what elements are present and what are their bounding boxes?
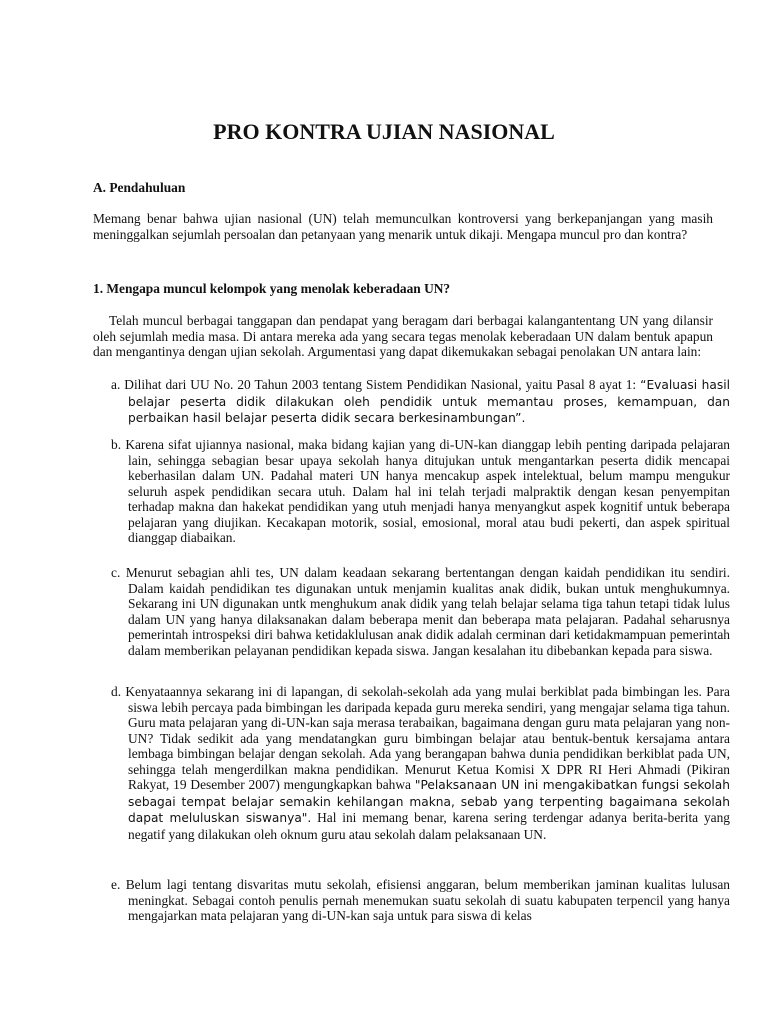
list-item-e: e. Belum lagi tentang disvaritas mutu sekolah, efisiensi anggaran, belum memberikan jaminan kualitas lulusan meningkat. Sebagai contoh penulis pernah menemukan suatu sekolah di suatu kabupaten terpencil yang hanya mengajarkan mata pelajaran yang di-UN-kan saja untuk para siswa di kelas <box>111 877 730 923</box>
list-item-d-tail: Hal ini memang benar, karena sering terdengar adanya berita-berita yang negatif yang dilakukan oleh oknum guru atau sekolah dalam pelaksanaan UN. <box>128 810 730 842</box>
question-1-intro: Telah muncul berbagai tanggapan dan pendapat yang beragam dari berbagai kalangantentang UN yang dilansir oleh sejumlah media masa. Di antara mereka ada yang secara tegas menolak keberadaan UN dalam bentuk apapun dan mengantinya dengan ujian sekolah. Argumentasi yang dapat dikemukakan sebagai penolakan UN antara lain: <box>93 313 713 359</box>
list-item-d <box>111 684 730 842</box>
list-item-a <box>111 377 730 427</box>
list-item-d-quote: "Pelaksanaan UN ini mengakibatkan fungsi sekolah sebagai tempat belajar semakin kehilangan makna, sebab yang terpenting bagaimana sekolah dapat meluluskan siswanya". <box>128 778 730 825</box>
list-item-a-text: a. Dilihat dari UU No. 20 Tahun 2003 tentang Sistem Pendidikan Nasional, yaitu Pasal 8 ayat 1: <box>111 377 637 392</box>
list-item-b: b. Karena sifat ujiannya nasional, maka bidang kajian yang di-UN-kan dianggap lebih penting daripada pelajaran lain, sehingga sebagian besar upaya sekolah hanya ditujukan untuk mengantarkan peserta didik mencapai keberhasilan dalam UN. Padahal materi UN hanya mencakup aspek intelektual, belum mampu mengukur seluruh aspek pendidikan secara utuh. Dalam hal ini telah terjadi malpraktik dengan kesan penyempitan terhadap makna dan hakekat pendidikan yang utuh menjadi hanya menyangkut aspek kognitif untuk beberapa pelajaran yang diujikan. Kecakapan motorik, sosial, emosional, moral atau budi pekerti, dan aspek spiritual dianggap diabaikan. <box>111 437 730 545</box>
list-item-c: c. Menurut sebagian ahli tes, UN dalam keadaan sekarang bertentangan dengan kaidah pendidikan itu sendiri. Dalam kaidah pendidikan tes digunakan untuk menjamin kualitas anak didik, bukan untuk menghukumnya. Sekarang ini UN digunakan untk menghukum anak didik yang telah belajar selama tiga tahun tetapi tidak lulus dalam UN yang hanya dilaksanakan dalam beberapa menit dan beberapa mata pelajaran. Padahal seharusnya pemerintah introspeksi diri bahwa ketidaklulusan anak didik adalah cerminan dari ketidakmampuan pemerintah dalam memberikan pelayanan pendidikan kepada siswa. Jangan kesalahan itu dibebankan kepada para siswa. <box>111 565 730 658</box>
list-item-a-quote: “Evaluasi hasil belajar peserta didik dilakukan oleh pendidik untuk memantau proses, kemampuan, dan perbaikan hasil belajar peserta didik secara berkesinambungan”. <box>128 378 730 425</box>
list-item-d-text: d. Kenyataannya sekarang ini di lapangan, di sekolah-sekolah ada yang mulai berkiblat pada bimbingan les. Para siswa lebih percaya pada bimbingan les daripada kepada guru mereka sendiri, yang mengajar selama tiga tahun. Guru mata pelajaran yang di-UN-kan saja merasa terabaikan, bagaimana dengan guru mata pelajaran yang non-UN? Tidak sedikit ada yang mendatangkan guru bimbingan belajar atau bentuk-bentuk kersajama antara lembaga bimbingan belajar dengan sekolah. Ada yang berangapan bahwa dunia pendidikan berkiblat pada UN, sehingga telah mengerdilkan makna pendidikan. Menurut Ketua Komisi X DPR RI Heri Ahmadi (Pikiran Rakyat, 19 Desember 2007) mengungkapkan bahwa <box>111 684 730 792</box>
page-title: PRO KONTRA UJIAN NASIONAL <box>213 119 555 144</box>
question-heading-1: 1. Mengapa muncul kelompok yang menolak keberadaan UN? <box>93 281 451 296</box>
intro-paragraph: Memang benar bahwa ujian nasional (UN) telah memunculkan kontroversi yang berkepanjangan yang masih meninggalkan sejumlah persoalan dan petanyaan yang menarik untuk dikaji. Mengapa muncul pro dan kontra? <box>93 211 713 242</box>
section-heading-pendahuluan: A. Pendahuluan <box>93 180 186 195</box>
